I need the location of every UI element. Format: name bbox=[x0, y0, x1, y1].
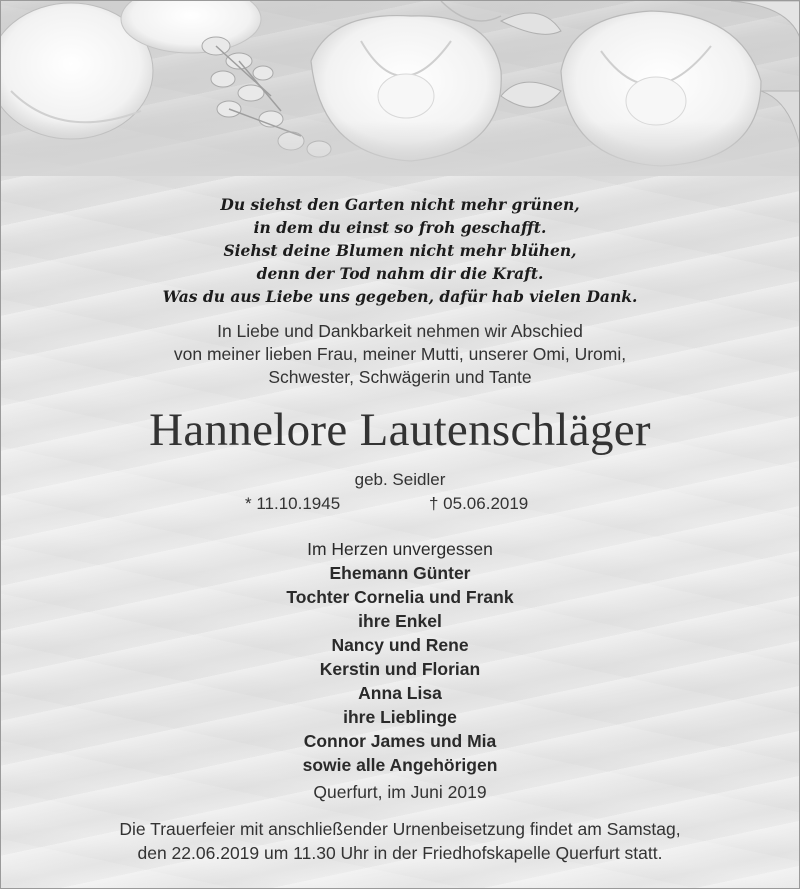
poem-line: in dem du einst so froh geschafft. bbox=[253, 218, 547, 237]
mourners-list bbox=[1, 537, 799, 777]
poem-line: Siehst deine Blumen nicht mehr blühen, bbox=[223, 241, 577, 260]
mourner-entry: Tochter Cornelia und Frank bbox=[286, 587, 514, 607]
tulip-flowers-image bbox=[1, 1, 800, 176]
mourner-entry: Nancy und Rene bbox=[331, 635, 469, 655]
mourner-entry: Connor James und Mia bbox=[303, 731, 497, 751]
mourner-entry: Ehemann Günter bbox=[329, 563, 471, 583]
birth-date: * 11.10.1945 bbox=[245, 494, 341, 513]
mourner-entry: Anna Lisa bbox=[358, 683, 442, 703]
birth-name: geb. Seidler bbox=[354, 470, 446, 489]
mourners-lead: Im Herzen unvergessen bbox=[307, 539, 493, 559]
funeral-line: den 22.06.2019 um 11.30 Uhr in der Friedhofskapelle Querfurt statt. bbox=[137, 843, 663, 863]
farewell-intro bbox=[1, 320, 799, 389]
intro-line: Schwester, Schwägerin und Tante bbox=[268, 367, 532, 387]
poem-line: denn der Tod nahm dir die Kraft. bbox=[256, 264, 544, 283]
mourner-entry: Kerstin und Florian bbox=[319, 659, 481, 679]
funeral-line: Die Trauerfeier mit anschließender Urnenbeisetzung findet am Samstag, bbox=[119, 819, 681, 839]
funeral-info bbox=[1, 817, 799, 865]
poem-line: Du siehst den Garten nicht mehr grünen, bbox=[220, 195, 580, 214]
mourner-entry: ihre Enkel bbox=[358, 611, 442, 631]
death-date: † 05.06.2019 bbox=[429, 494, 529, 513]
intro-line: von meiner lieben Frau, meiner Mutti, unserer Omi, Uromi, bbox=[173, 344, 627, 364]
place-and-date: Querfurt, im Juni 2019 bbox=[313, 782, 487, 802]
mourner-entry: sowie alle Angehörigen bbox=[302, 755, 498, 775]
memorial-poem bbox=[1, 193, 799, 308]
intro-line: In Liebe und Dankbarkeit nehmen wir Abschied bbox=[217, 321, 583, 341]
mourner-entry: ihre Lieblinge bbox=[343, 707, 457, 727]
deceased-name: Hannelore Lautenschläger bbox=[149, 404, 651, 456]
poem-line: Was du aus Liebe uns gegeben, dafür hab vielen Dank. bbox=[162, 287, 638, 306]
